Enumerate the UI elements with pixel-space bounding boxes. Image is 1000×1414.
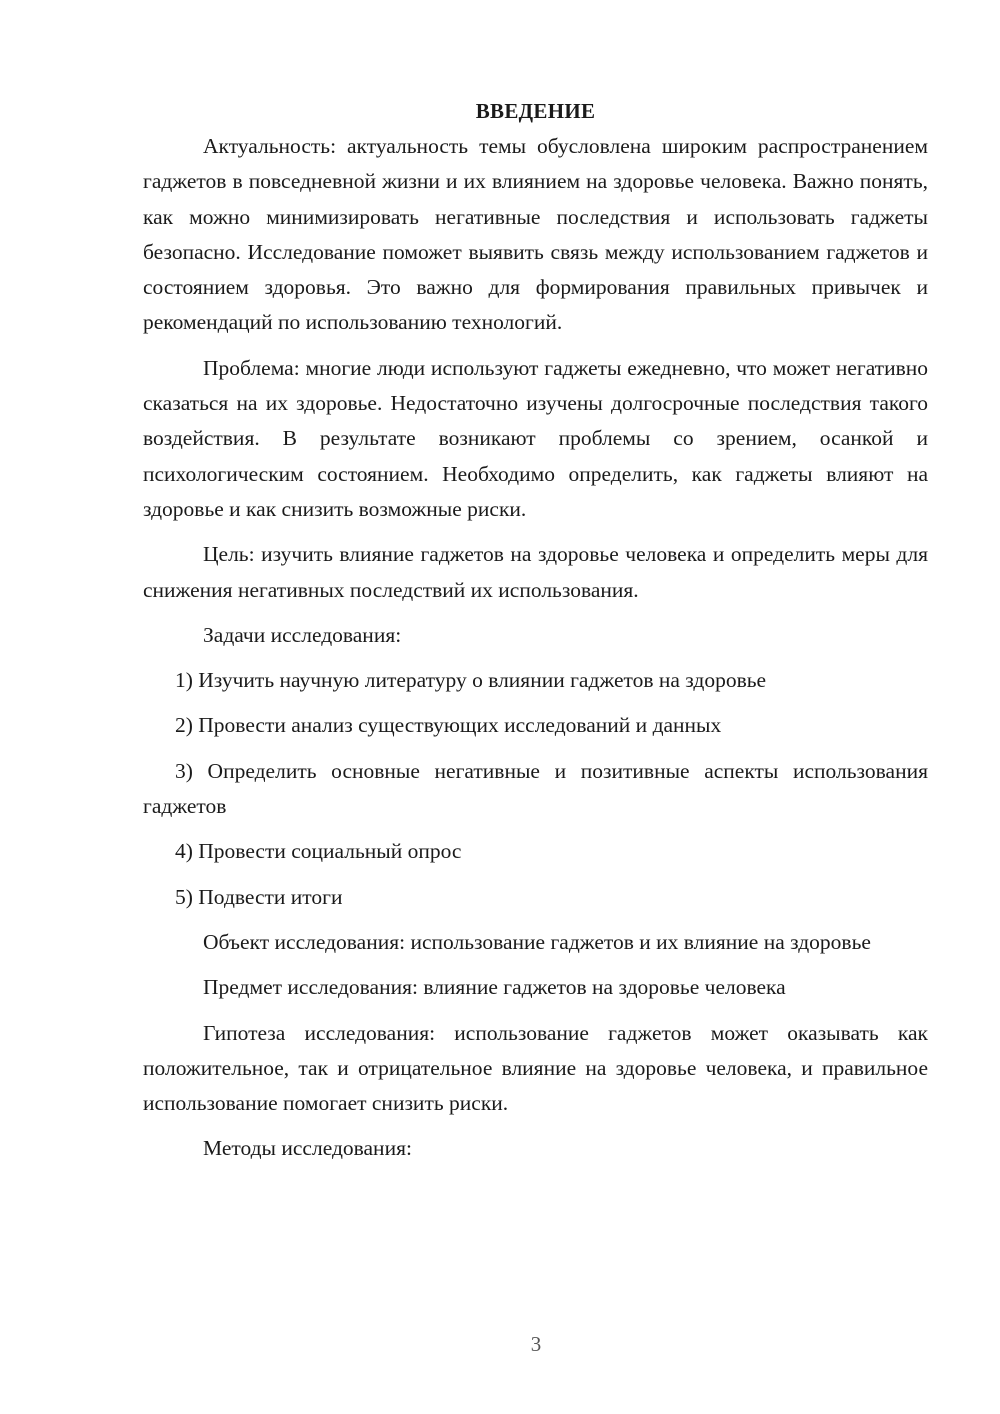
document-body (143, 94, 928, 1177)
problem-paragraph: Проблема: многие люди используют гаджеты ежедневно, что может негативно сказаться на их здоровье. Недостаточно изучены долгосрочные последствия такого воздействия. В результате возникают проблемы со зрением, осанкой и психологическим состоянием. Необходимо определить, как гаджеты влияют на здоровье и как снизить возможные риски. (143, 355, 928, 521)
methods-heading: Методы исследования: (203, 1136, 412, 1161)
task-item: 1) Изучить научную литературу о влиянии гаджетов на здоровье (175, 668, 767, 693)
task-item: 5) Подвести итоги (175, 884, 343, 909)
task-item: 2) Провести анализ существующих исследований и данных (175, 713, 722, 738)
hypothesis-paragraph: Гипотеза исследования: использование гаджетов может оказывать как положительное, так и отрицательное влияние на здоровье человека, и правильное использование помогает снизить риски. (143, 1020, 928, 1116)
tasks-heading: Задачи исследования: (203, 622, 402, 647)
subject-paragraph: Предмет исследования: влияние гаджетов на здоровье человека (203, 975, 786, 1000)
tasks-list (143, 663, 928, 915)
object-paragraph: Объект исследования: использование гаджетов и их влияние на здоровье (203, 929, 871, 954)
page-number: 3 (530, 1332, 542, 1356)
goal-paragraph: Цель: изучить влияние гаджетов на здоровье человека и определить меры для снижения негативных последствий их использования. (143, 542, 928, 602)
task-item: 3) Определить основные негативные и позитивные аспекты использования гаджетов (143, 758, 928, 819)
task-item: 4) Провести социальный опрос (175, 839, 462, 864)
relevance-paragraph: Актуальность: актуальность темы обусловлена широким распространением гаджетов в повседневной жизни и их влиянием на здоровье человека. Важно понять, как можно минимизировать негативные последствия и использовать гаджеты безопасно. Исследование поможет выявить связь между использованием гаджетов и состоянием здоровья. Это важно для формирования правильных привычек и рекомендаций по использованию технологий. (143, 134, 928, 335)
section-title: ВВЕДЕНИЕ (475, 99, 596, 123)
